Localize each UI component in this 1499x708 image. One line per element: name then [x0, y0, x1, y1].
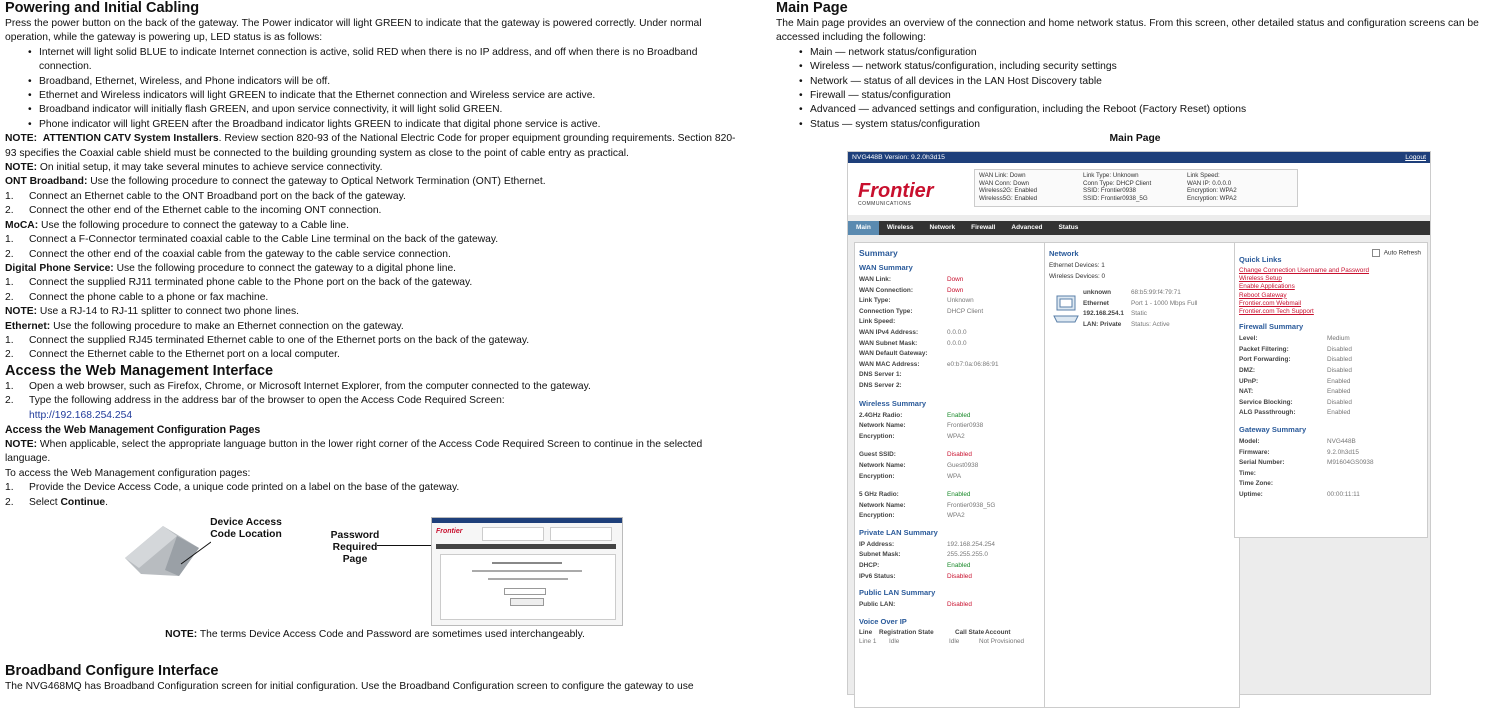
table-row: [1083, 288, 1197, 299]
device-access-label: Device Access Code Location: [210, 517, 282, 540]
status-col: Link Type: Unknown Conn Type: DHCP Client SSID: Frontier0938 SSID: Frontier0938_5G: [1083, 172, 1152, 202]
note-initial-setup: NOTE: On initial setup, it may take several minutes to achieve service connectivity.: [5, 162, 383, 174]
phone-step: 1. Connect the supplied RJ11 terminated phone cable to the Phone port on the back of the gateway.: [5, 277, 473, 289]
list-item: • Status — system status/configuration: [810, 118, 1498, 132]
row-value: Disabled: [947, 451, 972, 459]
row-label: Link Speed:: [859, 318, 896, 326]
table-row: [859, 561, 1045, 572]
row-label: Packet Filtering:: [1239, 345, 1289, 353]
list-item: • Phone indicator will light GREEN after the Broadband indicator lights GREEN to indicate that digital phone service is active.: [39, 118, 745, 132]
row-value: NVG448B: [1327, 437, 1356, 445]
callout-line: [377, 545, 431, 546]
row-label: IP Address:: [859, 540, 895, 548]
network-row: Ethernet Devices: 1: [1049, 262, 1105, 269]
table-row: [1239, 448, 1423, 459]
table-row: [859, 360, 1045, 371]
row-label: Firmware:: [1239, 448, 1270, 456]
row-label: Model:: [1239, 437, 1260, 445]
link-wireless-setup[interactable]: Wireless Setup: [1239, 275, 1282, 283]
public-lan-title: Public LAN Summary: [859, 588, 936, 598]
row-value: Disabled: [947, 601, 972, 609]
computer-icon: [1053, 294, 1079, 324]
row-label: Serial Number:: [1239, 459, 1285, 467]
table-row: [1239, 334, 1423, 345]
row-value: 192.168.254.254: [947, 540, 995, 548]
row-value: Disabled: [947, 572, 972, 580]
tab-main[interactable]: Main: [848, 221, 879, 235]
wan-summary-rows: [859, 275, 1045, 392]
row-label: Level:: [1239, 335, 1258, 343]
device-card[interactable]: [1049, 288, 1235, 332]
figure-device-access: [5, 510, 745, 628]
list-item: • Advanced — advanced settings and configuration, including the Reboot (Factory Reset) options: [810, 103, 1498, 117]
password-page-thumbnail: [431, 517, 623, 626]
row-label: ALG Passthrough:: [1239, 409, 1296, 417]
table-row: [859, 511, 1045, 522]
gateway-summary-title: Gateway Summary: [1239, 424, 1307, 434]
row-label: WAN Subnet Mask:: [859, 339, 918, 347]
table-row: [859, 501, 1045, 512]
row-label: NAT:: [1239, 388, 1254, 396]
row-value: 00:00:11:11: [1327, 490, 1360, 498]
row-label: Time:: [1239, 469, 1256, 477]
link-tech-support[interactable]: Frontier.com Tech Support: [1239, 308, 1314, 316]
main-page-list: [776, 46, 1498, 132]
row-label: Guest SSID:: [859, 451, 896, 459]
status-box: [974, 169, 1298, 207]
row-label: Connection Type:: [859, 307, 913, 315]
row-value: Medium: [1327, 335, 1350, 343]
row-label: Public LAN:: [859, 601, 896, 609]
link-reboot-gateway[interactable]: Reboot Gateway: [1239, 291, 1287, 299]
ethernet-step: 2. Connect the Ethernet cable to the Ethernet port on a local computer.: [5, 349, 340, 361]
table-row: [1239, 377, 1423, 388]
row-value: WPA2: [947, 432, 965, 440]
device-details: [1083, 288, 1197, 330]
tab-firewall[interactable]: Firewall: [971, 224, 996, 231]
gateway-header: [848, 163, 1430, 215]
intro-paragraph: Press the power button on the back of the gateway. The Power indicator will light GREEN to indicate that the gateway is powered correctly. Under normal operation, while the gateway is powering up, LED status is as follows:: [5, 18, 702, 44]
figure-caption: Main Page: [1109, 133, 1161, 144]
row-label: Encryption:: [859, 432, 895, 440]
table-row: [859, 600, 1045, 611]
table-row: [859, 461, 1045, 472]
gateway-summary-rows: [1239, 437, 1423, 501]
config-step: 2. Select Continue.: [5, 496, 108, 508]
row-label: Subnet Mask:: [859, 551, 901, 559]
section-title-web: Access the Web Management Interface: [5, 362, 274, 379]
gateway-screenshot: [847, 151, 1431, 695]
row-label: DNS Server 1:: [859, 371, 902, 379]
row-label: Network Name:: [859, 461, 906, 469]
row-label: Link Type:: [859, 297, 891, 305]
row-value: 255.255.255.0: [947, 551, 988, 559]
table-row: [1083, 299, 1197, 310]
note-terms: NOTE: The terms Device Access Code and Password are sometimes used interchangeably.: [165, 629, 585, 640]
public-lan-rows: [859, 600, 1045, 611]
list-item: • Ethernet and Wireless indicators will light GREEN to indicate that the Ethernet connection and Wireless service are active.: [39, 89, 745, 103]
table-row: [859, 411, 1045, 422]
table-row: [859, 317, 1045, 328]
ont-step: 2. Connect the other end of the Ethernet cable to the incoming ONT connection.: [5, 205, 382, 217]
row-value: Unknown: [947, 297, 974, 305]
quick-links-panel: [1234, 242, 1428, 538]
row-label: 5 GHz Radio:: [859, 491, 899, 499]
row-value: Guest0938: [947, 461, 979, 469]
private-lan-title: Private LAN Summary: [859, 527, 938, 537]
broadband-paragraph: The NVG468MQ has Broadband Configuration screen for initial configuration. Use the Broadband Configuration screen to configure the gateway to use: [5, 681, 694, 692]
row-label: Uptime:: [1239, 490, 1263, 498]
quick-links-title: Quick Links: [1239, 255, 1282, 264]
section-title-main-page: Main Page: [776, 0, 848, 16]
table-row: [1239, 398, 1423, 409]
row-label: DMZ:: [1239, 367, 1255, 374]
table-row: [859, 472, 1045, 483]
wan-summary-title: WAN Summary: [859, 263, 913, 272]
list-item: • Broadband, Ethernet, Wireless, and Phone indicators will be off.: [39, 75, 745, 89]
table-row: [1239, 408, 1423, 419]
row-value: Frontier0938: [947, 422, 984, 430]
table-row: [859, 421, 1045, 432]
row-label: LAN: Private: [1083, 320, 1122, 328]
table-row: [859, 540, 1045, 551]
row-value: Status: Active: [1131, 320, 1170, 328]
row-value: Frontier0938_5G: [947, 501, 996, 509]
list-item: • Network — status of all devices in the LAN Host Discovery table: [810, 75, 1498, 89]
table-row: [859, 307, 1045, 318]
private-lan-rows: [859, 540, 1045, 582]
row-value: e0:b7:0a:06:86:91: [947, 360, 999, 368]
ethernet-step: 1. Connect the supplied RJ45 terminated Ethernet cable to one of the Ethernet ports on the back of the gateway.: [5, 334, 530, 346]
voip-title: Voice Over IP: [859, 616, 907, 626]
table-row: [859, 432, 1045, 443]
row-label: Encryption:: [859, 472, 895, 480]
moca-step: 1. Connect a F-Connector terminated coaxial cable to the Cable Line terminal on the back of the gateway.: [5, 234, 499, 246]
main-page-intro: The Main page provides an overview of the connection and home network status. From this screen, other detailed status and configuration screens can be accessed including the following:: [776, 18, 1479, 44]
row-label: DHCP:: [859, 562, 880, 570]
row-label: WAN Connection:: [859, 286, 913, 294]
config-step: 1. Provide the Device Access Code, a unique code printed on a label on the base of the gateway.: [5, 482, 460, 494]
note-catv: NOTE: ATTENTION CATV System Installers. Review section 820-93 of the National Electric Code for proper equipment grounding requirements. Section 820-93 specifies the Coaxial cable shield must be connected to the building grounding system as close to the point of cable entry as practical.: [5, 133, 736, 159]
ont-step: 1. Connect an Ethernet cable to the ONT Broadband port on the back of the gateway.: [5, 190, 406, 202]
row-label: WAN Link:: [859, 276, 891, 283]
table-row: [859, 328, 1045, 339]
password-page-label: Password Required Page: [330, 530, 380, 565]
row-label: Ethernet: [1083, 299, 1109, 307]
network-panel: [1044, 242, 1240, 708]
table-row: [1239, 345, 1423, 356]
table-row: [1239, 479, 1423, 490]
link-webmail[interactable]: Frontier.com Webmail: [1239, 299, 1302, 307]
row-value: Enabled: [947, 411, 971, 419]
row-label: Encryption:: [859, 512, 895, 520]
table-row: [859, 381, 1045, 392]
row-label: Network Name:: [859, 501, 906, 509]
row-value: M91604GS0938: [1327, 459, 1374, 467]
row-value: Enabled: [1327, 409, 1351, 417]
row-value: WPA2: [947, 512, 965, 520]
wireless-summary-rows: [859, 411, 1045, 522]
row-value: DHCP Client: [947, 307, 984, 315]
network-row: Wireless Devices: 0: [1049, 272, 1106, 280]
table-row: [1239, 469, 1423, 480]
row-value: Disabled: [1327, 398, 1352, 406]
table-row: [859, 349, 1045, 360]
row-label: UPnP:: [1239, 377, 1259, 385]
link-enable-applications[interactable]: Enable Applications: [1239, 283, 1295, 291]
phone-intro: Digital Phone Service: Use the following procedure to connect the gateway to a digital phone line.: [5, 262, 457, 274]
access-intro: To access the Web Management configuration pages:: [5, 467, 251, 479]
section-title-powering: Powering and Initial Cabling: [5, 0, 200, 16]
ont-intro: ONT Broadband: Use the following procedure to connect the gateway to Optical Network Termination (ONT) Ethernet.: [5, 176, 546, 188]
table-row: [1239, 355, 1423, 366]
moca-step: 2. Connect the other end of the coaxial cable from the gateway to the cable service connection.: [5, 248, 451, 260]
web-step: 1. Open a web browser, such as Firefox, Chrome, or Microsoft Internet Explorer, from the computer connected to the gateway.: [5, 380, 591, 392]
table-row: [1239, 366, 1423, 377]
list-item: • Firewall — status/configuration: [810, 89, 1498, 103]
table-row: [859, 490, 1045, 501]
row-value: Disabled: [1327, 356, 1352, 364]
gateway-nav: [848, 221, 1430, 235]
frontier-logo: Frontier COMMUNICATIONS: [858, 180, 934, 207]
gateway-url-link[interactable]: http://192.168.254.254: [29, 409, 133, 421]
row-value: Down: [947, 286, 964, 294]
tab-status[interactable]: Status: [1058, 224, 1079, 231]
firewall-summary-title: Firewall Summary: [1239, 322, 1304, 332]
firewall-rows: [1239, 334, 1423, 419]
row-value: Enabled: [947, 562, 971, 570]
list-item: • Main — network status/configuration: [810, 46, 1498, 60]
row-value: 0.0.0.0: [947, 328, 967, 336]
table-row: [1239, 458, 1423, 469]
row-value: Down: [947, 276, 964, 283]
list-item: • Internet will light solid BLUE to indicate Internet connection is active, solid RED when there is no IP address, and off when there is no Broadband connection.: [39, 46, 745, 75]
table-row: [859, 339, 1045, 350]
gateway-top-bar: [848, 152, 1430, 163]
row-label: WAN Default Gateway:: [859, 350, 928, 358]
left-column: [5, 0, 745, 694]
auto-refresh-checkbox[interactable]: [1372, 249, 1380, 257]
row-label: 2.4GHz Radio:: [859, 411, 903, 419]
gateway-device-image: [121, 520, 211, 580]
status-col: WAN Link: Down WAN Conn: Down Wireless2G: Enabled Wireless5G: Enabled: [979, 172, 1038, 202]
voip-row: Line 1 Idle Idle Not Provisioned: [859, 637, 1025, 645]
table-row: [1239, 437, 1423, 448]
table-row: [859, 572, 1045, 583]
row-value: WPA: [947, 472, 962, 480]
list-item: • Wireless — network status/configuration, including security settings: [810, 60, 1498, 74]
gateway-version: NVG448B Version: 9.2.0h3d15: [852, 154, 945, 161]
right-column: [776, 0, 1498, 645]
subsection-title-config: Access the Web Management Configuration Pages: [5, 423, 261, 436]
row-value: Port 1 - 1000 Mbps Full: [1131, 299, 1198, 307]
row-value: Enabled: [947, 491, 971, 499]
row-label: IPv6 Status:: [859, 572, 896, 580]
row-label: 192.168.254.1: [1083, 310, 1124, 318]
list-item: • Broadband indicator will initially flash GREEN, and upon service connectivity, it will light solid GREEN.: [39, 103, 745, 117]
table-row: [859, 550, 1045, 561]
phone-step: 2. Connect the phone cable to a phone or fax machine.: [5, 291, 269, 303]
link-change-credentials[interactable]: Change Connection Username and Password: [1239, 267, 1370, 274]
mini-logo: Frontier: [436, 528, 463, 535]
section-title-broadband: Broadband Configure Interface: [5, 663, 219, 679]
row-value: 68:b5:99:f4:79:71: [1131, 289, 1181, 297]
tab-advanced[interactable]: Advanced: [1011, 224, 1043, 231]
row-label: Port Forwarding:: [1239, 356, 1291, 364]
summary-title: Summary: [859, 248, 898, 258]
note-splitter: NOTE: Use a RJ-14 to RJ-11 splitter to connect two phone lines.: [5, 306, 299, 318]
row-label: WAN IPv4 Address:: [859, 328, 919, 336]
row-label: DNS Server 2:: [859, 381, 902, 389]
row-label: WAN MAC Address:: [859, 360, 920, 368]
row-value: Disabled: [1327, 345, 1352, 353]
auto-refresh-control[interactable]: Auto Refresh: [1372, 249, 1421, 257]
row-value: Static: [1131, 310, 1147, 318]
led-status-list: [5, 46, 745, 132]
ethernet-intro: Ethernet: Use the following procedure to make an Ethernet connection on the gateway.: [5, 320, 404, 332]
row-value: Enabled: [1327, 388, 1351, 396]
row-value: Disabled: [1327, 367, 1352, 374]
status-col: Link Speed: WAN IP: 0.0.0.0 Encryption: WPA2 Encryption: WPA2: [1187, 172, 1237, 202]
table-row: [1239, 490, 1423, 501]
table-row: [1083, 309, 1197, 320]
tab-network[interactable]: Network: [929, 224, 956, 231]
table-row: [1239, 387, 1423, 398]
table-row: [859, 275, 1045, 286]
moca-intro: MoCA: Use the following procedure to connect the gateway to a Cable line.: [5, 219, 349, 231]
web-step: 2. Type the following address in the address bar of the browser to open the Access Code Required Screen:: [5, 395, 505, 407]
wireless-summary-title: Wireless Summary: [859, 398, 927, 408]
row-value: Enabled: [1327, 377, 1351, 385]
summary-panel: [854, 242, 1050, 708]
row-label: unknown: [1083, 289, 1112, 297]
logout-link[interactable]: Logout: [1405, 154, 1426, 161]
table-row: [859, 286, 1045, 297]
voip-header: Line Registration State Call State Account: [859, 628, 1011, 636]
table-row: [859, 450, 1045, 461]
network-title: Network: [1049, 249, 1079, 258]
table-row: [859, 370, 1045, 381]
table-row: [1083, 320, 1197, 331]
row-label: Service Blocking:: [1239, 398, 1293, 406]
row-value: 9.2.0h3d15: [1327, 448, 1359, 456]
tab-wireless[interactable]: Wireless: [886, 224, 914, 231]
note-language: NOTE: When applicable, select the appropriate language button in the lower right corner of the Access Code Required Screen to continue in the selected language.: [5, 438, 703, 465]
row-label: Network Name:: [859, 422, 906, 430]
table-row: [859, 296, 1045, 307]
row-label: Time Zone:: [1239, 480, 1273, 488]
row-value: 0.0.0.0: [947, 339, 967, 347]
